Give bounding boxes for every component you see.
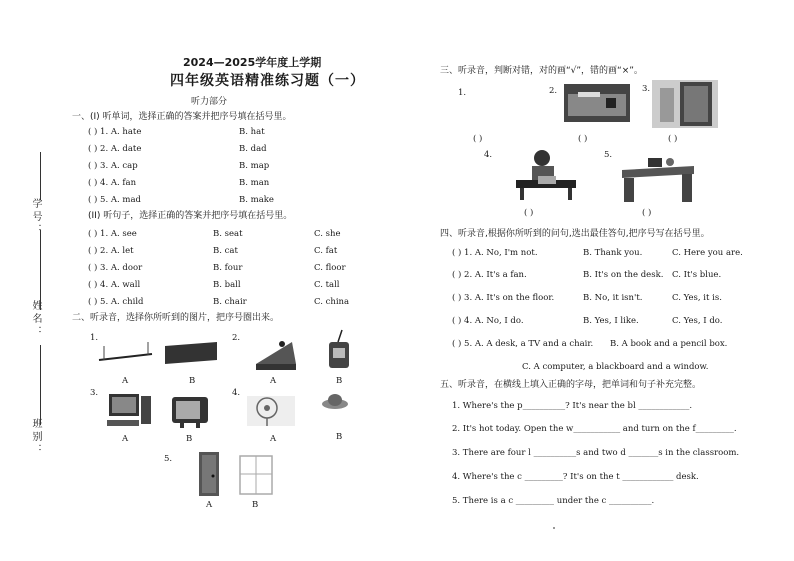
s1-q1-b: B. hat: [239, 127, 265, 137]
s2-q2-b: B: [336, 376, 343, 386]
s2-q3-b: B: [186, 434, 193, 444]
s1b-q5-c: C. china: [314, 297, 350, 307]
page-title: 四年级英语精准练习题（一）: [170, 73, 365, 89]
picture-blackboard: [163, 340, 219, 366]
picture-teacher-desk: [618, 152, 698, 204]
picture-computer: [103, 392, 153, 432]
s4-q2-c: C. It's blue.: [672, 270, 722, 280]
picture-cake: [252, 334, 300, 372]
picture-hat: [320, 390, 350, 412]
picture-window: [236, 452, 276, 498]
s3-q3-paren: ( ): [668, 134, 678, 144]
s1b-q2-b: B. cat: [213, 246, 238, 256]
picture-classroom-door: [650, 78, 720, 130]
section1b-title: (II) 听句子，选择正确的答案并把序号填在括号里。: [88, 211, 293, 221]
s2-num3: 3.: [90, 388, 99, 398]
s4-q4-b: B. Yes, I like.: [583, 316, 639, 326]
s3-num2: 2.: [549, 86, 558, 96]
s2-q1-a: A: [122, 376, 129, 386]
s4-q5-b: B. A book and a pencil box.: [610, 339, 728, 349]
s1-q5: ( ) 5. A. mad: [88, 195, 141, 205]
picture-tv: [168, 393, 212, 431]
s1-q4-b: B. man: [239, 178, 270, 188]
section5-title: 五、听录音，在横线上填入正确的字母，把单词和句子补充完整。: [440, 380, 702, 390]
s2-q2-a: A: [270, 376, 277, 386]
s2-q5-a: A: [206, 500, 213, 510]
s2-num2: 2.: [232, 333, 241, 343]
s2-q3-a: A: [122, 434, 129, 444]
school-year: 2024—2025学年度上学期: [183, 56, 322, 69]
s4-q3-b: B. No, it isn't.: [583, 293, 643, 303]
s2-num1: 1.: [90, 333, 99, 343]
s1b-q1-b: B. seat: [213, 229, 243, 239]
picture-ruler: [96, 338, 156, 368]
scan-speck: [553, 527, 555, 529]
class-label: 班别：: [30, 418, 41, 457]
s3-q1-paren: ( ): [473, 134, 483, 144]
s1b-q2: ( ) 2. A. let: [88, 246, 134, 256]
s4-q5-c: C. A computer, a blackboard and a window.: [522, 362, 709, 372]
s4-q1: ( ) 1. A. No, I'm not.: [452, 248, 538, 258]
s4-q3-c: C. Yes, it is.: [672, 293, 722, 303]
s1b-q3: ( ) 3. A. door: [88, 263, 143, 273]
section1-title: 一、(I) 听单词，选择正确的答案并把序号填在括号里。: [72, 112, 292, 122]
s4-q4: ( ) 4. A. No, I do.: [452, 316, 524, 326]
s5-q1: 1. Where's the p__________? It's near the bl ____________.: [452, 401, 693, 411]
s4-q2: ( ) 2. A. It's a fan.: [452, 270, 527, 280]
s5-q4: 4. Where's the c _________? It's on the t ____________ desk.: [452, 472, 699, 482]
student-number-label: 学号：: [30, 198, 41, 237]
s4-q2-b: B. It's on the desk.: [583, 270, 664, 280]
picture-desk-items: [562, 82, 632, 124]
s1b-q4-c: C. tall: [314, 280, 340, 290]
picture-fan: [243, 390, 299, 430]
s1b-q5-b: B. chair: [213, 297, 247, 307]
s1b-q3-b: B. four: [213, 263, 243, 273]
s1b-q5: ( ) 5. A. child: [88, 297, 144, 307]
student-number-line: [40, 152, 41, 200]
s4-q1-c: C. Here you are.: [672, 248, 743, 258]
s2-q5-b: B: [252, 500, 259, 510]
s1-q2: ( ) 2. A. date: [88, 144, 142, 154]
s2-num4: 4.: [232, 388, 241, 398]
s1b-q4-b: B. ball: [213, 280, 241, 290]
s2-num5: 5.: [164, 454, 173, 464]
class-line: [40, 345, 41, 425]
s1b-q3-c: C. floor: [314, 263, 346, 273]
student-name-line: [40, 230, 41, 310]
s5-q3: 3. There are four l __________s and two d _______s in the classroom.: [452, 448, 740, 458]
s5-q5: 5. There is a c _________ under the c __________.: [452, 496, 655, 506]
s4-q5: ( ) 5. A. A desk, a TV and a chair.: [452, 339, 594, 349]
s1b-q1: ( ) 1. A. see: [88, 229, 137, 239]
s3-num5: 5.: [604, 150, 613, 160]
section2-title: 二、听录音，选择你所听到的图片，把序号圈出来。: [72, 313, 280, 323]
picture-drink-cup: [324, 328, 354, 372]
s1b-q4: ( ) 4. A. wall: [88, 280, 141, 290]
s3-num3: 3.: [642, 84, 651, 94]
s3-q5-paren: ( ): [642, 208, 652, 218]
s4-q4-c: C. Yes, I do.: [672, 316, 723, 326]
section4-title: 四、听录音,根据你所听到的问句,选出最佳答句,把序号写在括号里。: [440, 229, 710, 239]
section-listening: 听力部分: [191, 97, 228, 107]
s1-q1: ( ) 1. A. hate: [88, 127, 142, 137]
s5-q2: 2. It's hot today. Open the w___________ and turn on the f_________.: [452, 424, 737, 434]
s1-q3-b: B. map: [239, 161, 270, 171]
s4-q3: ( ) 3. A. It's on the floor.: [452, 293, 555, 303]
s1-q4: ( ) 4. A. fan: [88, 178, 137, 188]
s2-q4-b: B: [336, 432, 343, 442]
student-name-label: 姓名：: [30, 300, 41, 339]
s1b-q2-c: C. fat: [314, 246, 338, 256]
s1-q5-b: B. make: [239, 195, 274, 205]
s3-num4: 4.: [484, 150, 493, 160]
s3-num1: 1.: [458, 88, 467, 98]
s2-q1-b: B: [189, 376, 196, 386]
section3-title: 三、听录音，判断对错，对的画“√”，错的画“×”。: [440, 66, 643, 76]
s1-q3: ( ) 3. A. cap: [88, 161, 138, 171]
s2-q4-a: A: [270, 434, 277, 444]
picture-girl-at-desk: [512, 148, 580, 202]
s4-q1-b: B. Thank you.: [583, 248, 643, 258]
s3-q4-paren: ( ): [524, 208, 534, 218]
picture-door: [196, 450, 222, 498]
s3-q2-paren: ( ): [578, 134, 588, 144]
s1b-q1-c: C. she: [314, 229, 341, 239]
s1-q2-b: B. dad: [239, 144, 267, 154]
